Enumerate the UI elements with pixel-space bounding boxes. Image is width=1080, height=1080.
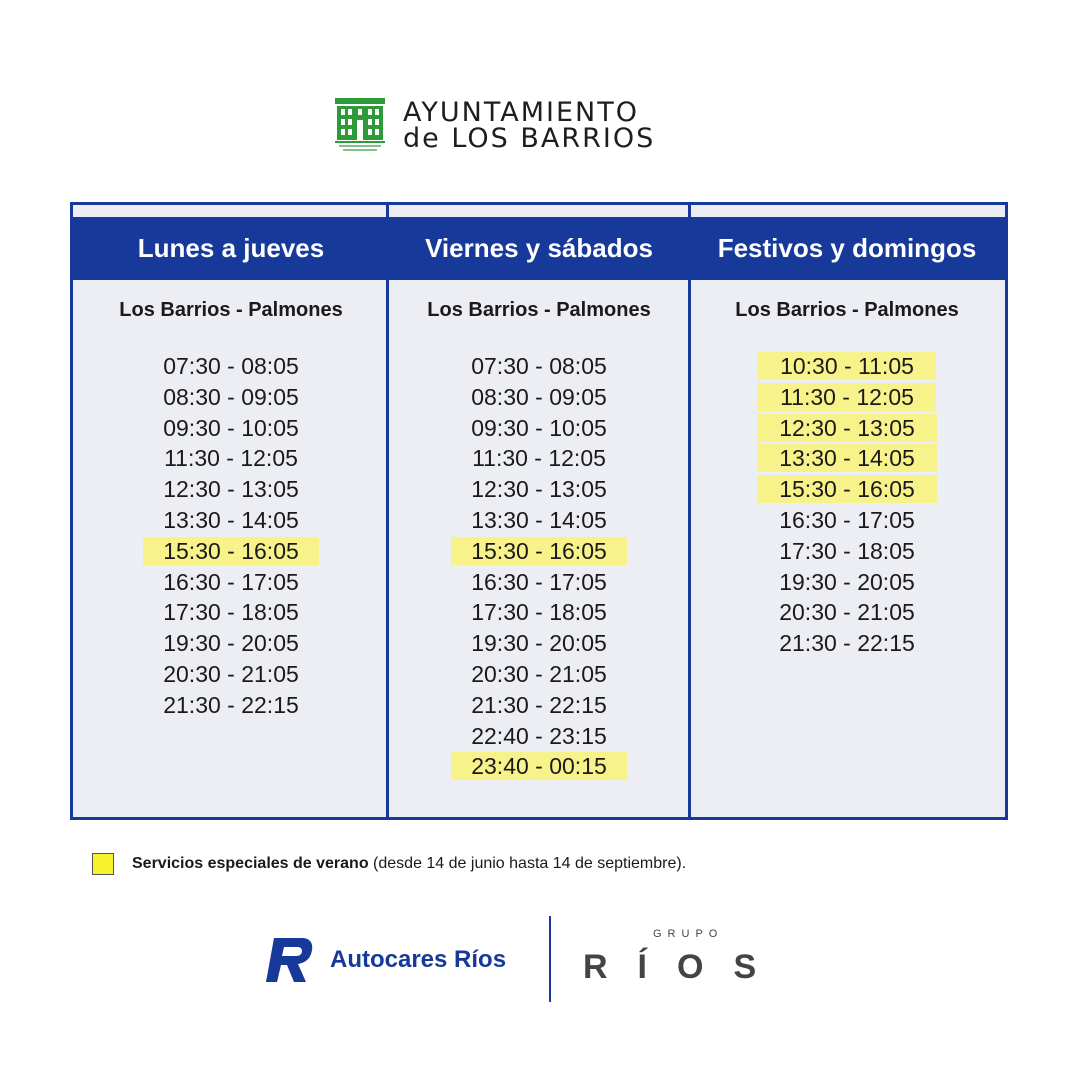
time-row: [389, 690, 689, 721]
time-row: [389, 659, 689, 690]
time-text: 07:30 - 08:05: [163, 353, 299, 379]
grupo-label: GRUPO: [653, 928, 724, 940]
route-label: Los Barrios - Palmones: [119, 299, 343, 321]
times-list: [73, 351, 389, 721]
ayuntamiento-logo: [333, 96, 753, 156]
time-text: 07:30 - 08:05: [471, 353, 607, 379]
time-row: [689, 536, 1005, 567]
column-header: Lunes a jueves: [73, 217, 389, 280]
times-list: [689, 351, 1005, 659]
time-row: [73, 382, 389, 413]
time-row-special: [689, 382, 1005, 413]
time-row: [73, 351, 389, 382]
time-text: 10:30 - 11:05: [758, 352, 936, 380]
time-row: [389, 597, 689, 628]
time-text: 17:30 - 18:05: [779, 537, 915, 564]
time-text: 12:30 - 13:05: [163, 476, 299, 503]
time-text: 12:30 - 13:05: [471, 476, 607, 503]
time-text: 16:30 - 17:05: [471, 568, 607, 595]
time-text: 19:30 - 20:05: [471, 630, 607, 657]
legend-text: [132, 855, 686, 873]
autocares-rios-r-logo-icon: [264, 936, 314, 984]
time-text: 13:30 - 14:05: [163, 506, 299, 533]
time-text: 22:40 - 23:15: [471, 722, 607, 749]
time-text: 21:30 - 22:15: [471, 691, 607, 718]
time-text: 09:30 - 10:05: [163, 414, 299, 441]
time-row-special: [389, 536, 689, 567]
time-text: 11:30 - 12:05: [472, 445, 606, 472]
legend-swatch: [92, 853, 114, 875]
time-row: [389, 443, 689, 474]
time-row: [389, 628, 689, 659]
time-text: 19:30 - 20:05: [779, 568, 915, 595]
timetable: [70, 202, 1008, 820]
time-text: 23:40 - 00:15: [451, 752, 627, 780]
logo-line-2: de LOS BARRIOS: [403, 123, 656, 154]
time-text: 15:30 - 16:05: [451, 537, 627, 565]
time-row: [389, 351, 689, 382]
time-row: [389, 413, 689, 444]
route-label: Los Barrios - Palmones: [427, 299, 651, 321]
column-header: Viernes y sábados: [389, 217, 689, 280]
time-text: 16:30 - 17:05: [779, 506, 915, 533]
times-list: [389, 351, 689, 782]
time-row: [73, 505, 389, 536]
time-row: [389, 505, 689, 536]
time-row-special: [689, 351, 1005, 382]
time-row: [689, 628, 1005, 659]
time-text: 19:30 - 20:05: [163, 630, 299, 657]
time-row-special: [73, 536, 389, 567]
time-text: 08:30 - 09:05: [471, 383, 607, 410]
column-festivos-y-domingos: [689, 205, 1005, 817]
time-row: [689, 567, 1005, 598]
time-row-special: [689, 443, 1005, 474]
time-text: 20:30 - 21:05: [779, 599, 915, 626]
time-row: [73, 597, 389, 628]
logo-line-1: AYUNTAMIENTO: [403, 97, 639, 128]
column-divider: [688, 205, 691, 817]
brand-name: Autocares Ríos: [330, 946, 507, 973]
time-row: [689, 597, 1005, 628]
time-text: 09:30 - 10:05: [471, 414, 607, 441]
time-row: [73, 413, 389, 444]
time-row: [73, 474, 389, 505]
time-row: [73, 443, 389, 474]
time-row-special: [389, 751, 689, 782]
legend: [92, 852, 686, 876]
time-text: 16:30 - 17:05: [163, 568, 299, 595]
time-text: 15:30 - 16:05: [143, 537, 319, 565]
ayuntamiento-wordmark: [403, 97, 656, 154]
column-viernes-y-sabados: [389, 205, 689, 817]
time-row-special: [689, 413, 1005, 444]
time-text: 13:30 - 14:05: [757, 444, 937, 472]
legend-bold: Servicios especiales de verano: [132, 855, 369, 872]
time-row: [389, 382, 689, 413]
time-text: 12:30 - 13:05: [757, 414, 937, 442]
time-row: [73, 628, 389, 659]
time-text: 11:30 - 12:05: [164, 445, 298, 472]
column-divider: [386, 205, 389, 817]
time-text: 13:30 - 14:05: [471, 506, 607, 533]
time-row: [73, 690, 389, 721]
legend-rest: (desde 14 de junio hasta 14 de septiembre).: [368, 855, 687, 872]
time-text: 08:30 - 09:05: [163, 383, 299, 410]
time-row: [389, 721, 689, 752]
column-header: Festivos y domingos: [689, 217, 1005, 280]
time-row-special: [689, 474, 1005, 505]
time-text: 11:30 - 12:05: [758, 383, 936, 411]
time-text: 17:30 - 18:05: [471, 599, 607, 626]
time-row: [389, 474, 689, 505]
time-row: [689, 505, 1005, 536]
time-text: 20:30 - 21:05: [471, 660, 607, 687]
time-text: 17:30 - 18:05: [163, 599, 299, 626]
time-text: 20:30 - 21:05: [163, 660, 299, 687]
town-hall-emblem-icon: [333, 96, 387, 152]
time-row: [73, 567, 389, 598]
time-text: 21:30 - 22:15: [779, 630, 915, 657]
time-row: [73, 659, 389, 690]
autocares-rios-logo: [264, 935, 506, 985]
time-row: [389, 567, 689, 598]
route-label: Los Barrios - Palmones: [735, 299, 959, 321]
time-text: 15:30 - 16:05: [757, 475, 937, 503]
time-text: 21:30 - 22:15: [163, 691, 299, 718]
rios-wordmark: RÍOS: [583, 948, 787, 986]
brand-divider: [549, 916, 551, 1002]
column-lunes-a-jueves: [73, 205, 389, 817]
